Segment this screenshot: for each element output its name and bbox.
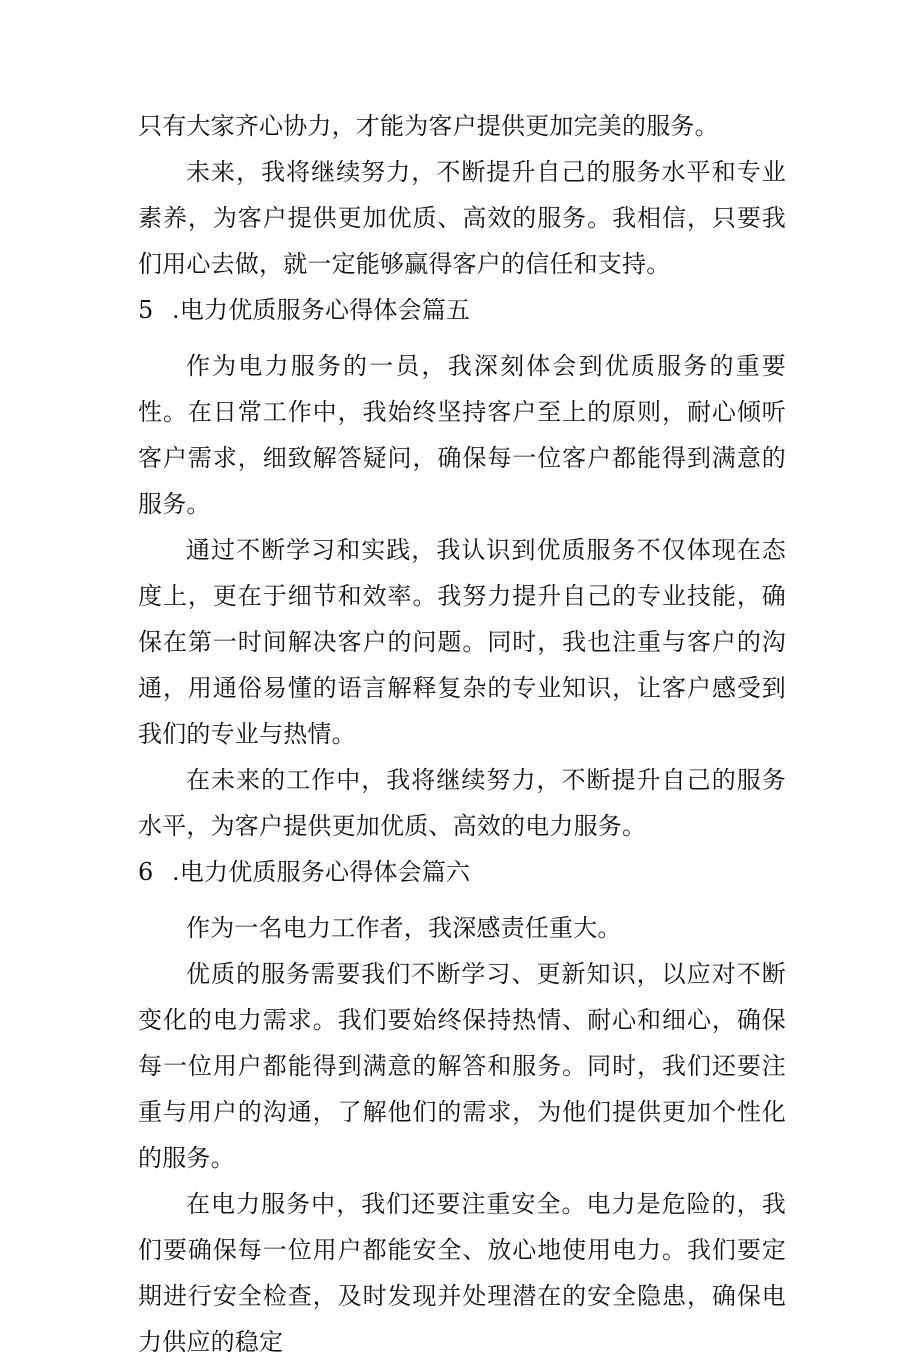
section-number: 5 (138, 296, 154, 324)
paragraph: 作为一名电力工作者，我深感责任重大。 (186, 914, 622, 942)
section-title: .电力优质服务心得体会篇五 (172, 296, 471, 324)
paragraph: 通过不断学习和实践，我认识到优质服务不仅体现在态度上，更在于细节和效率。我努力提升自己的专业技能，确保在第一时间解决客户的问题。同时，我也注重与客户的沟通，用通俗易懂的语言解释复杂的专业知识，让客户感受到我们的专业与热情。 (138, 536, 786, 748)
paragraph: 只有大家齐心协力，才能为客户提供更加完美的服务。 (138, 112, 719, 140)
paragraph: 作为电力服务的一员，我深刻体会到优质服务的重要性。在日常工作中，我始终坚持客户至上的原则，耐心倾听客户需求，细致解答疑问，确保每一位客户都能得到满意的服务。 (138, 352, 786, 518)
section-heading-5 (138, 287, 786, 333)
paragraph: 未来，我将继续努力，不断提升自己的服务水平和专业素养，为客户提供更加优质、高效的服务。我相信，只要我们用心去做，就一定能够赢得客户的信任和支持。 (138, 158, 786, 278)
paragraph: 在电力服务中，我们还要注重安全。电力是危险的，我们要确保每一位用户都能安全、放心地使用电力。我们要定期进行安全检查，及时发现并处理潜在的安全隐患，确保电力供应的稳定 (138, 1190, 786, 1356)
paragraph: 优质的服务需要我们不断学习、更新知识，以应对不断变化的电力需求。我们要始终保持热情、耐心和细心，确保每一位用户都能得到满意的解答和服务。同时，我们还要注重与用户的沟通，了解他们的需求，为他们提供更加个性化的服务。 (138, 960, 786, 1172)
document-page (138, 103, 786, 1365)
section-heading-6 (138, 849, 786, 895)
section-number: 6 (138, 858, 154, 886)
paragraph: 在未来的工作中，我将继续努力，不断提升自己的服务水平，为客户提供更加优质、高效的电力服务。 (138, 766, 786, 840)
section-title: .电力优质服务心得体会篇六 (172, 858, 471, 886)
